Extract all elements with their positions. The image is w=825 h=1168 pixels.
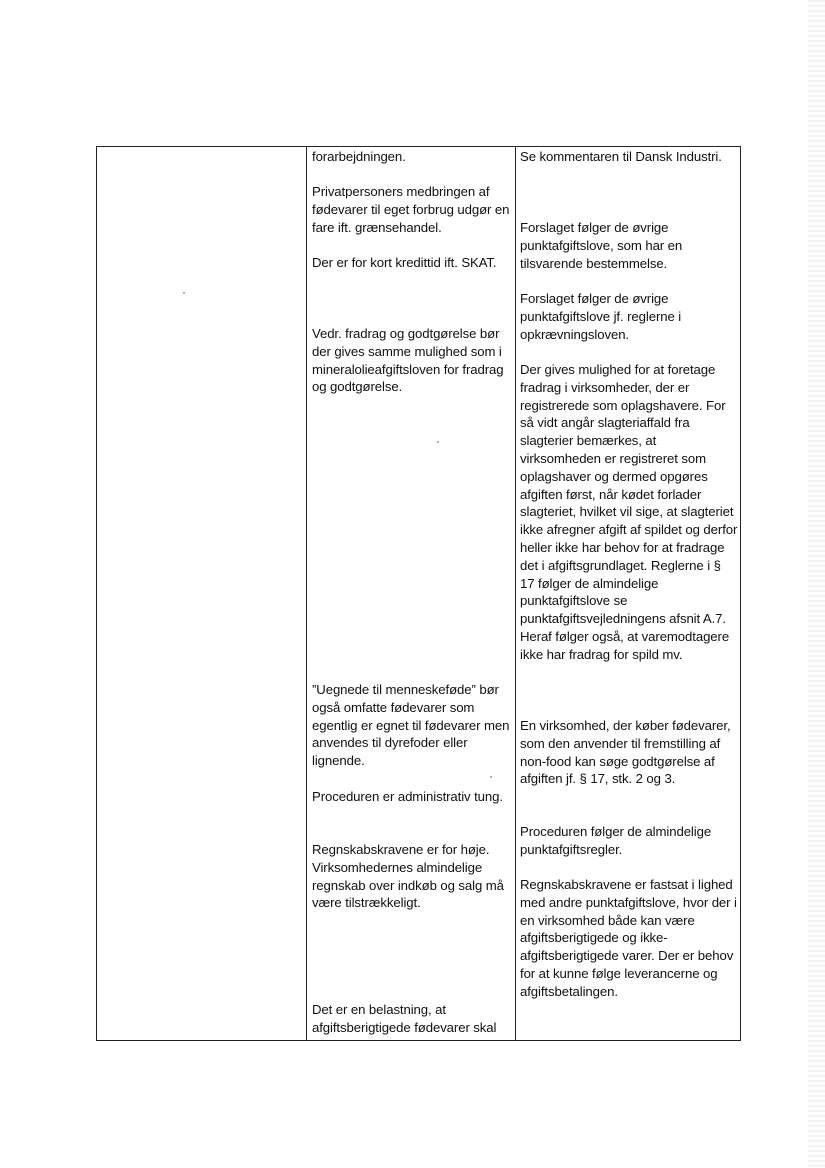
comment-paragraph: Se kommentaren til Dansk Industri. [520,149,722,164]
comment-paragraph: Der gives mulighed for at foretage fradrag i virksomheder, der er registrerede som oplagshavere. For så vidt angår slagteriaffald fra slagterier bemærkes, at virksomheden er registreret som oplagshaver og dermed opgøres afgiften først, når kødet forlader slagteriet, hvilket vil sige, at slagteriet ikke afregner afgift af spildet og derfor heller ikke har behov for at fradrage det i afgiftsgrundlaget. Reglerne i § 17 følger de almindelige punktafgiftslove se punktafgiftsvejledningens afsnit A.7. Heraf følger også, at varemodtagere ikke har fradrag for spild mv. [520,362,738,662]
remark-paragraph: forarbejdningen. [312,149,406,164]
comment-paragraph: Regnskabskravene er fastsat i lighed med andre punktafgiftslove, hvor der i en virksomhed både kan være afgiftsberigtigede og ikke-afgiftsberigtigede varer. Der er behov for at kunne følge leverancerne og afgiftsbetalingen. [520,877,737,999]
empty-column [97,147,307,1041]
comment-paragraph: Forslaget følger de øvrige punktafgiftslove jf. reglerne i opkrævningsloven. [520,291,682,342]
comment-paragraph: En virksomhed, der køber fødevarer, som den anvender til fremstilling af non-food kan søge godtgørelse af afgiften jf. § 17, stk. 2 og 3. [520,718,731,787]
comment-paragraph: Proceduren følger de almindelige punktafgiftsregler. [520,824,712,857]
table-row [97,147,741,1041]
ministry-comments-column [516,147,741,1041]
scan-edge [808,0,825,1168]
comment-paragraph: Forslaget følger de øvrige punktafgiftslove, som har en tilsvarende bestemmelse. [520,220,683,271]
remark-paragraph: Proceduren er administrativ tung. [312,789,503,804]
remark-paragraph: ”Uegnede til menneskeføde” bør også omfatte fødevarer som egentlig er egnet til fødevarer men anvendes til dyrefoder eller lignende. [312,682,510,769]
remark-paragraph: Privatpersoners medbringen af fødevarer til eget forbrug udgør en fare ift. grænsehandel. [312,184,510,235]
consultation-remarks-column [307,147,516,1041]
remark-paragraph: Det er en belastning, at afgiftsberigtigede fødevarer skal [312,1002,497,1035]
consultation-table [96,146,741,1041]
remark-paragraph: Der er for kort kredittid ift. SKAT. [312,255,497,270]
remark-paragraph: Vedr. fradrag og godtgørelse bør der gives samme mulighed som i mineralolieafgiftsloven for fradrag og godtgørelse. [312,326,504,395]
remark-paragraph: Regnskabskravene er for høje. Virksomhedernes almindelige regnskab over indkøb og salg må være tilstrækkeligt. [312,842,504,911]
